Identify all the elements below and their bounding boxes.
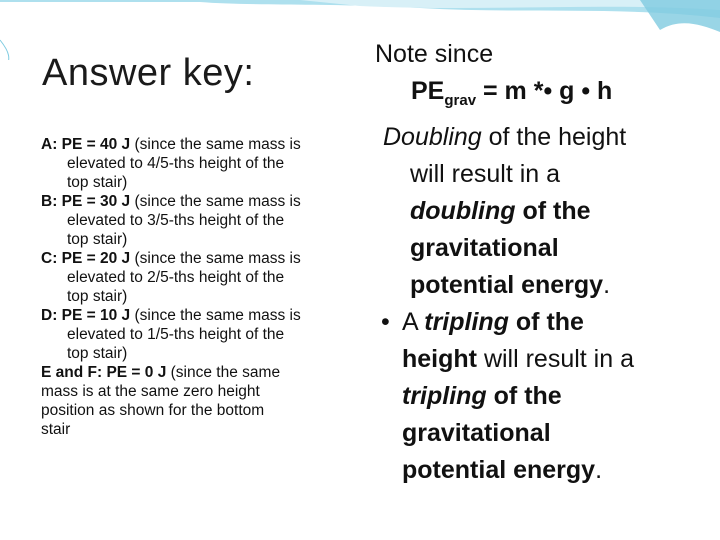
answer-line: elevated to 2/5-ths height of the [67,269,285,286]
formula-rest: = m *• g • h [476,77,613,105]
para-text: will result in a [477,345,634,373]
para-text: gravitational [410,234,559,262]
answer-label: D: PE = 10 J [41,307,131,324]
para-text: of the [508,308,584,336]
bullet-icon: • [381,308,390,336]
para-text: . [603,271,611,299]
answer-line: top stair) [67,345,128,362]
formula-subscript: grav [444,92,477,109]
para-text: . [595,456,603,484]
para-text: gravitational [402,419,551,447]
answer-item-a [41,135,341,192]
pe-formula [375,73,695,119]
answer-text: (since the same [166,364,281,381]
tripling-paragraph [375,304,695,489]
answer-text: (since the same mass is [130,250,301,267]
answer-line: elevated to 1/5-ths height of the [67,326,285,343]
answer-text: (since the same mass is [130,136,301,153]
answer-line: elevated to 4/5-ths height of the [67,155,285,172]
answer-item-ef [41,363,341,439]
para-text: will result in a [410,160,561,188]
answer-line: stair [41,421,71,438]
para-text: of the [515,197,591,225]
answer-label: A: PE = 40 J [41,136,131,153]
doubling-word: doubling [410,197,516,225]
answer-label: B: PE = 30 J [41,193,131,210]
answer-label: C: PE = 20 J [41,250,131,267]
answer-line: top stair) [67,288,128,305]
tripling-word: tripling [402,382,487,410]
answer-line: top stair) [67,231,128,248]
para-text: potential energy [410,271,604,299]
answer-text: (since the same mass is [130,193,301,210]
answer-item-b [41,192,341,249]
answer-label: E and F: PE = 0 J [41,364,167,381]
para-text: height [402,345,477,373]
answer-line: position as shown for the bottom [41,402,265,419]
answer-line: elevated to 3/5-ths height of the [67,212,285,229]
doubling-paragraph [375,119,695,304]
para-text: of the height [481,123,627,151]
answer-line: top stair) [67,174,128,191]
para-text: A [402,308,425,336]
tripling-word: tripling [424,308,509,336]
answer-text: (since the same mass is [130,307,301,324]
answer-item-d [41,306,341,363]
para-text: of the [486,382,562,410]
note-heading: Note since [375,40,494,68]
note-panel [375,36,695,489]
answer-item-c [41,249,341,306]
doubling-word: Doubling [383,123,482,151]
answer-list [41,135,341,439]
formula-pe: PE [411,77,445,105]
para-text: potential energy [402,456,596,484]
answer-line: mass is at the same zero height [41,383,260,400]
slide-title: Answer key: [42,52,255,94]
